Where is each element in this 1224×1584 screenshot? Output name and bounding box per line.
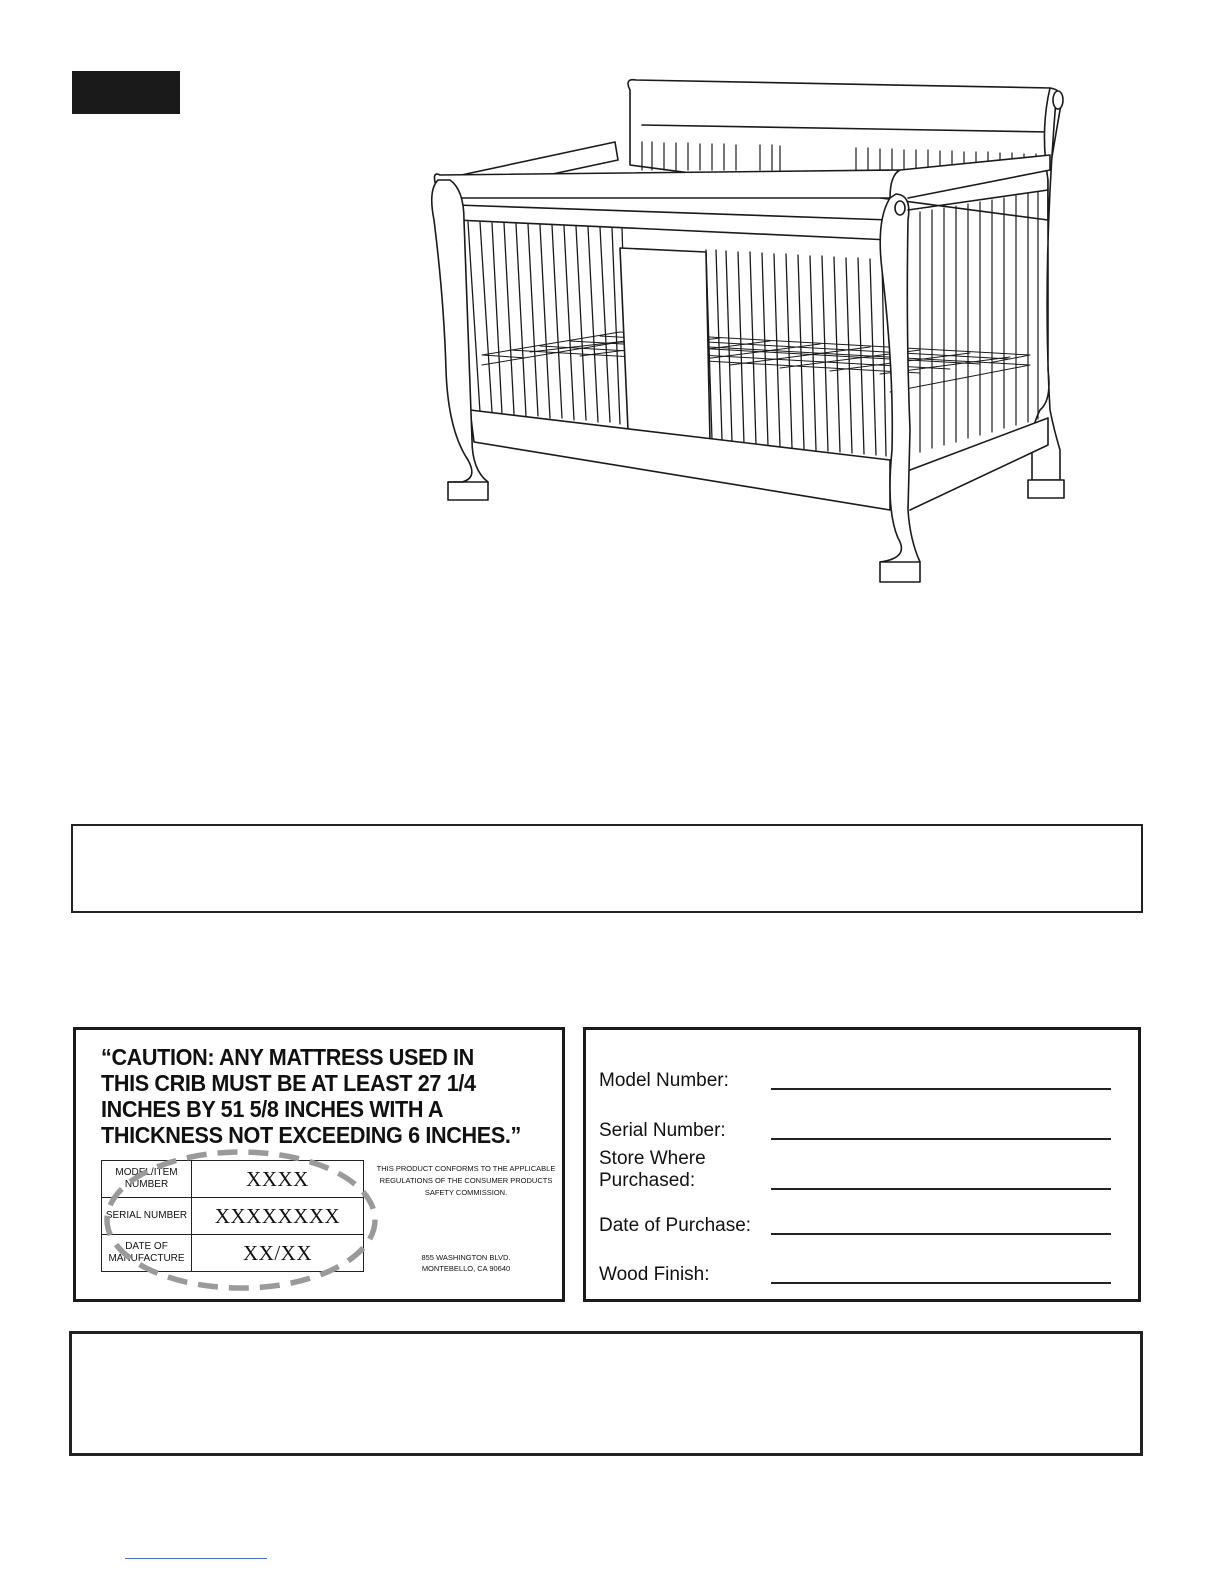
purchase-record-form xyxy=(583,1027,1141,1302)
date-of-manufacture-header: DATE OF MANUFACTURE xyxy=(102,1235,192,1272)
serial-number-label: Serial Number: xyxy=(599,1120,726,1141)
bottom-info-box xyxy=(69,1331,1143,1456)
caution-text: “CAUTION: ANY MATTRESS USED IN THIS CRIB MUST BE AT LEAST 27 1/4 INCHES BY 51 5/8 INCHES WITH A THICKNESS NOT EXCEEDING 6 INCHES.” xyxy=(101,1044,521,1148)
store-label-line-2: Purchased: xyxy=(599,1170,696,1191)
dashed-highlight-ring xyxy=(101,1144,381,1296)
date-of-manufacture-value: XX/XX xyxy=(192,1235,364,1272)
serial-number-value: XXXXXXXX xyxy=(192,1198,364,1235)
model-number-label: Model Number: xyxy=(599,1070,729,1091)
top-info-box xyxy=(71,824,1143,913)
date-of-purchase-label: Date of Purchase: xyxy=(599,1215,752,1236)
crib-caution-label xyxy=(73,1027,565,1302)
address-line-2: MONTEBELLO, CA 90640 xyxy=(421,1264,511,1273)
wood-finish-line[interactable] xyxy=(771,1282,1111,1284)
store-label xyxy=(599,1148,706,1192)
serial-number-field xyxy=(599,1092,1129,1142)
store-label-line-1: Store Where xyxy=(599,1148,706,1169)
model-item-number-header: MODEL/ITEM NUMBER xyxy=(102,1161,192,1198)
black-header-tab xyxy=(72,71,180,114)
date-of-purchase-field xyxy=(599,1187,1129,1237)
manufacturer-address xyxy=(406,1252,526,1274)
model-number-field xyxy=(599,1042,1129,1092)
conformance-text: THIS PRODUCT CONFORMS TO THE APPLICABLE REGULATIONS OF THE CONSUMER PRODUCTS SAFETY COMMISSION. xyxy=(376,1164,556,1197)
wood-finish-field xyxy=(599,1236,1129,1286)
address-line-1: 855 WASHINGTON BLVD. xyxy=(421,1253,511,1262)
model-number-line[interactable] xyxy=(771,1088,1111,1090)
store-field xyxy=(599,1138,1129,1192)
footer-link-underline[interactable] xyxy=(125,1558,267,1559)
wood-finish-label: Wood Finish: xyxy=(599,1264,710,1285)
serial-number-header: SERIAL NUMBER xyxy=(102,1198,192,1235)
model-item-number-value: XXXX xyxy=(192,1161,364,1198)
date-of-purchase-line[interactable] xyxy=(771,1233,1111,1235)
crib-illustration xyxy=(420,70,1080,595)
